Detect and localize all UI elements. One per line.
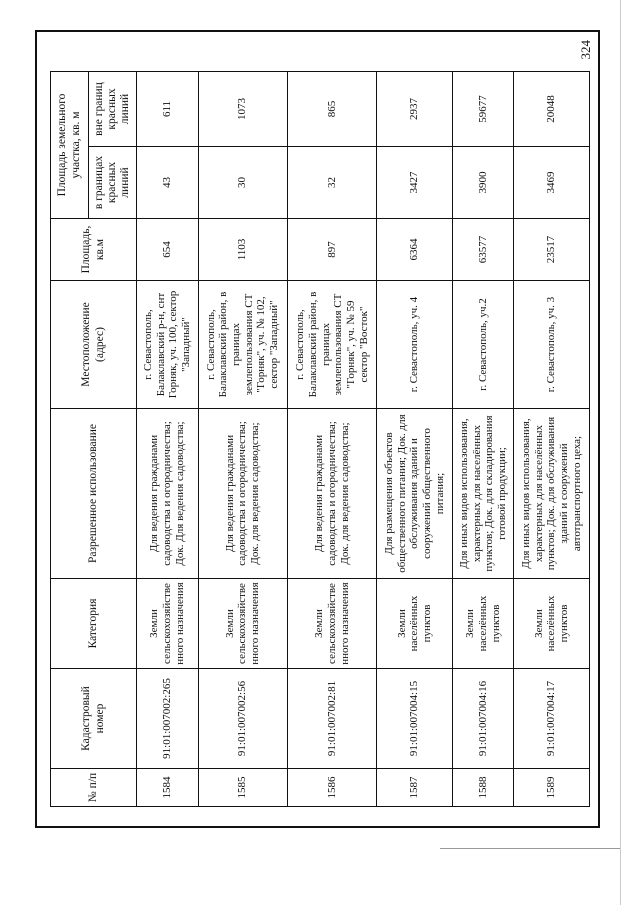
cell-location: г. Севастополь, Балаклавский район, в границах землепользования СТ "Горняк", уч. № 102, сектор "Западный" (198, 281, 287, 409)
cell-location: г. Севастополь, Балаклавский р-н, снт Горняк, уч. 100, сектор "Западный" (137, 281, 199, 409)
header-usage: Разрешенное использование (51, 409, 137, 579)
cell-inside: 3427 (377, 147, 453, 219)
cell-category: Земли сельскохозяйственного назначения (287, 579, 376, 669)
cell-outside: 20048 (514, 72, 590, 147)
cell-inside: 43 (137, 147, 199, 219)
cell-usage: Для ведения гражданами садоводства и огородничества; Док. для ведения садоводства; (198, 409, 287, 579)
cell-location: г. Севастополь, уч. 4 (377, 281, 453, 409)
header-category: Категория (51, 579, 137, 669)
cell-num: 1588 (452, 769, 514, 807)
cell-usage: Для ведения гражданами садоводства и огородничества; Док. для ведения садоводства; (287, 409, 376, 579)
cell-location: г. Севастополь, Балаклавский район, в границах землепользования СТ "Горняк", уч. № 59 сектор "Восток" (287, 281, 376, 409)
cell-num: 1587 (377, 769, 453, 807)
header-land-area: Площадь земельного участка, кв. м (51, 72, 89, 219)
cell-outside: 2937 (377, 72, 453, 147)
cell-cadastral: 91:01:007002:265 (137, 669, 199, 769)
cell-cadastral: 91:01:007002:81 (287, 669, 376, 769)
cell-outside: 865 (287, 72, 376, 147)
cell-num: 1586 (287, 769, 376, 807)
table-row (377, 72, 453, 807)
cell-usage: Для ведения гражданами садоводства и огородничества; Док. Для ведения садоводства; (137, 409, 199, 579)
cell-area: 23517 (514, 219, 590, 281)
cell-outside: 59677 (452, 72, 514, 147)
cell-area: 6364 (377, 219, 453, 281)
cell-category: Земли населённых пунктов (452, 579, 514, 669)
header-outside: вне границ красных линий (89, 72, 137, 147)
cell-category: Земли населённых пунктов (514, 579, 590, 669)
page-number: 324 (578, 40, 593, 60)
header-location: Местоположение (адрес) (51, 281, 137, 409)
table-row (198, 72, 287, 807)
header-cadastral: Кадастровый номер (51, 669, 137, 769)
cell-area: 897 (287, 219, 376, 281)
cell-outside: 611 (137, 72, 199, 147)
cell-num: 1584 (137, 769, 199, 807)
page-edge-line (620, 0, 621, 905)
cell-usage: Для размещения объектов общественного питания; Док. для обслуживания зданий и сооружений общественного питания; (377, 409, 453, 579)
cell-inside: 3469 (514, 147, 590, 219)
table-row (287, 72, 376, 807)
cell-category: Земли сельскохозяйственного назначения (198, 579, 287, 669)
land-plots-table (50, 71, 590, 807)
cell-num: 1589 (514, 769, 590, 807)
table-row (514, 72, 590, 807)
cell-cadastral: 91:01:007004:15 (377, 669, 453, 769)
cell-category: Земли сельскохозяйственного назначения (137, 579, 199, 669)
cell-cadastral: 91:01:007004:17 (514, 669, 590, 769)
cell-cadastral: 91:01:007004:16 (452, 669, 514, 769)
bottom-rule (440, 848, 620, 849)
cell-location: г. Севастополь, уч. 3 (514, 281, 590, 409)
cell-area: 654 (137, 219, 199, 281)
header-area: Площадь, кв.м (51, 219, 137, 281)
table-row (137, 72, 199, 807)
cell-category: Земли населённых пунктов (377, 579, 453, 669)
cell-usage: Для иных видов использования, характерных для населённых пунктов; Док. для складирования готовой продукции; (452, 409, 514, 579)
header-inside: в границах красных линий (89, 147, 137, 219)
cell-outside: 1073 (198, 72, 287, 147)
header-num: № п/п (51, 769, 137, 807)
cell-location: г. Севастополь, уч.2 (452, 281, 514, 409)
cell-area: 63577 (452, 219, 514, 281)
rotated-table-area (50, 72, 590, 807)
table-row (452, 72, 514, 807)
cell-inside: 30 (198, 147, 287, 219)
cell-num: 1585 (198, 769, 287, 807)
cell-area: 1103 (198, 219, 287, 281)
cell-cadastral: 91:01:007002:56 (198, 669, 287, 769)
cell-inside: 32 (287, 147, 376, 219)
cell-inside: 3900 (452, 147, 514, 219)
cell-usage: Для иных видов использования, характерных для населённых пунктов; Док. для обслуживания зданий и сооружений автотранспортного цеха; (514, 409, 590, 579)
